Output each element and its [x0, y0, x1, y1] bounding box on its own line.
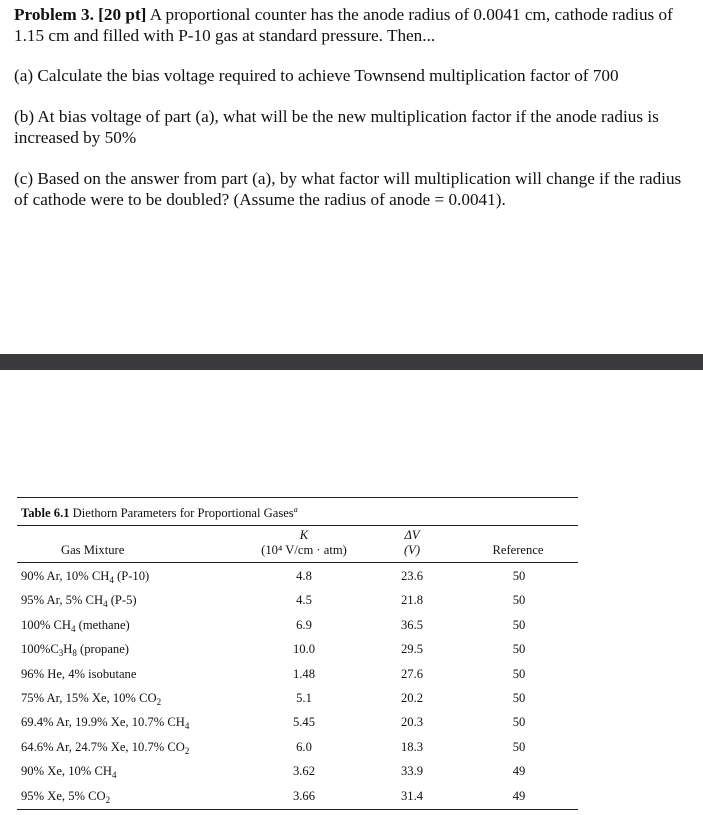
table-row — [17, 612, 578, 636]
part-a: (a) Calculate the bias voltage required to achieve Townsend multiplication factor of 700 — [14, 66, 619, 85]
ref-cell: 50 — [512, 593, 526, 608]
problem-intro-text: A proportional counter has the anode radius of 0.0041 cm, cathode radius of 1.15 cm and filled with P-10 gas at standard pressure. Then... — [14, 5, 673, 45]
ref-cell: 50 — [512, 642, 526, 657]
dv-cell: 31.4 — [400, 788, 424, 803]
header-k-unit: (10⁴ V/cm · atm) — [261, 543, 347, 557]
k-cell: 5.45 — [292, 715, 316, 730]
dv-cell: 36.5 — [400, 617, 424, 632]
k-cell: 6.0 — [296, 739, 312, 754]
dv-cell: 29.5 — [400, 642, 424, 657]
table-row — [17, 563, 578, 587]
table-row — [17, 685, 578, 709]
k-cell: 3.66 — [292, 788, 316, 803]
table-caption — [17, 498, 578, 525]
problem-intro — [14, 4, 694, 46]
ref-cell: 50 — [512, 569, 526, 583]
ref-cell: 50 — [512, 690, 526, 705]
k-cell: 10.0 — [292, 642, 316, 657]
gas-cell: 90% Ar, 10% $CH_4$ (P-10) — [21, 569, 150, 585]
gas-cell: 69.4% Ar, 19.9% Xe, 10.7% $CH_4$ — [21, 715, 190, 732]
header-dv-unit: (V) — [403, 543, 421, 557]
k-cell: 5.1 — [296, 690, 312, 705]
gas-cell: 64.6% Ar, 24.7% Xe, 10.7% $CO_2$ — [21, 739, 190, 756]
part-c: (c) Based on the answer from part (a), by what factor will multiplication will change if the radius of cathode were to be doubled? (Assume the radius of anode = 0.0041). — [14, 169, 682, 209]
table-bottom-rule — [17, 809, 578, 810]
caption-note: a — [293, 504, 298, 514]
header-dv-symbol: ΔV — [404, 528, 420, 542]
dv-cell: 23.6 — [400, 569, 424, 583]
ref-cell: 50 — [512, 739, 526, 754]
gas-cell: 100% $CH_4$ (methane) — [21, 617, 130, 634]
table-row — [17, 783, 578, 807]
table-body — [17, 563, 578, 807]
dv-cell: 20.2 — [400, 690, 424, 705]
problem-text — [14, 4, 694, 230]
gas-cell: 96% He, 4% isobutane — [21, 666, 137, 681]
caption-label: Table 6.1 — [21, 506, 70, 520]
gas-cell: 95% Ar, 5% $CH_4$ (P-5) — [21, 593, 137, 610]
table-header — [17, 526, 578, 562]
ref-cell: 49 — [512, 788, 526, 803]
k-cell: 3.62 — [292, 764, 316, 779]
header-k — [249, 528, 359, 558]
gas-cell: 75% Ar, 15% Xe, 10% $CO_2$ — [21, 690, 162, 707]
header-gas-mixture: Gas Mixture — [61, 543, 125, 557]
header-k-symbol: K — [299, 528, 309, 542]
part-b: (b) At bias voltage of part (a), what will be the new multiplication factor if the anode radius is increased by 50% — [14, 107, 659, 147]
ref-cell: 50 — [512, 715, 526, 730]
table-row — [17, 758, 578, 782]
table-row — [17, 709, 578, 733]
table-row — [17, 734, 578, 758]
gas-cell: 95% Xe, 5% $CO_2$ — [21, 788, 111, 805]
table-row — [17, 587, 578, 611]
header-delta-v — [387, 528, 437, 558]
dv-cell: 20.3 — [400, 715, 424, 730]
table-row — [17, 661, 578, 685]
ref-cell: 50 — [512, 617, 526, 632]
caption-text: Diethorn Parameters for Proportional Gases — [69, 506, 294, 520]
dv-cell: 21.8 — [400, 593, 424, 608]
dv-cell: 27.6 — [400, 666, 424, 681]
ref-cell: 49 — [512, 764, 526, 779]
diethorn-table — [17, 497, 578, 810]
gas-cell: 90% Xe, 10% $CH_4$ — [21, 764, 117, 781]
header-reference: Reference — [492, 543, 544, 557]
k-cell: 4.5 — [296, 593, 312, 608]
separator-bar — [0, 354, 703, 370]
k-cell: 4.8 — [296, 569, 312, 583]
k-cell: 6.9 — [296, 617, 312, 632]
ref-cell: 50 — [512, 666, 526, 681]
dv-cell: 33.9 — [400, 764, 424, 779]
table-row — [17, 636, 578, 660]
problem-heading: Problem 3. [20 pt] — [14, 5, 147, 24]
gas-cell: $100\%C_3H_8$ (propane) — [21, 642, 129, 659]
dv-cell: 18.3 — [400, 739, 424, 754]
k-cell: 1.48 — [292, 666, 316, 681]
